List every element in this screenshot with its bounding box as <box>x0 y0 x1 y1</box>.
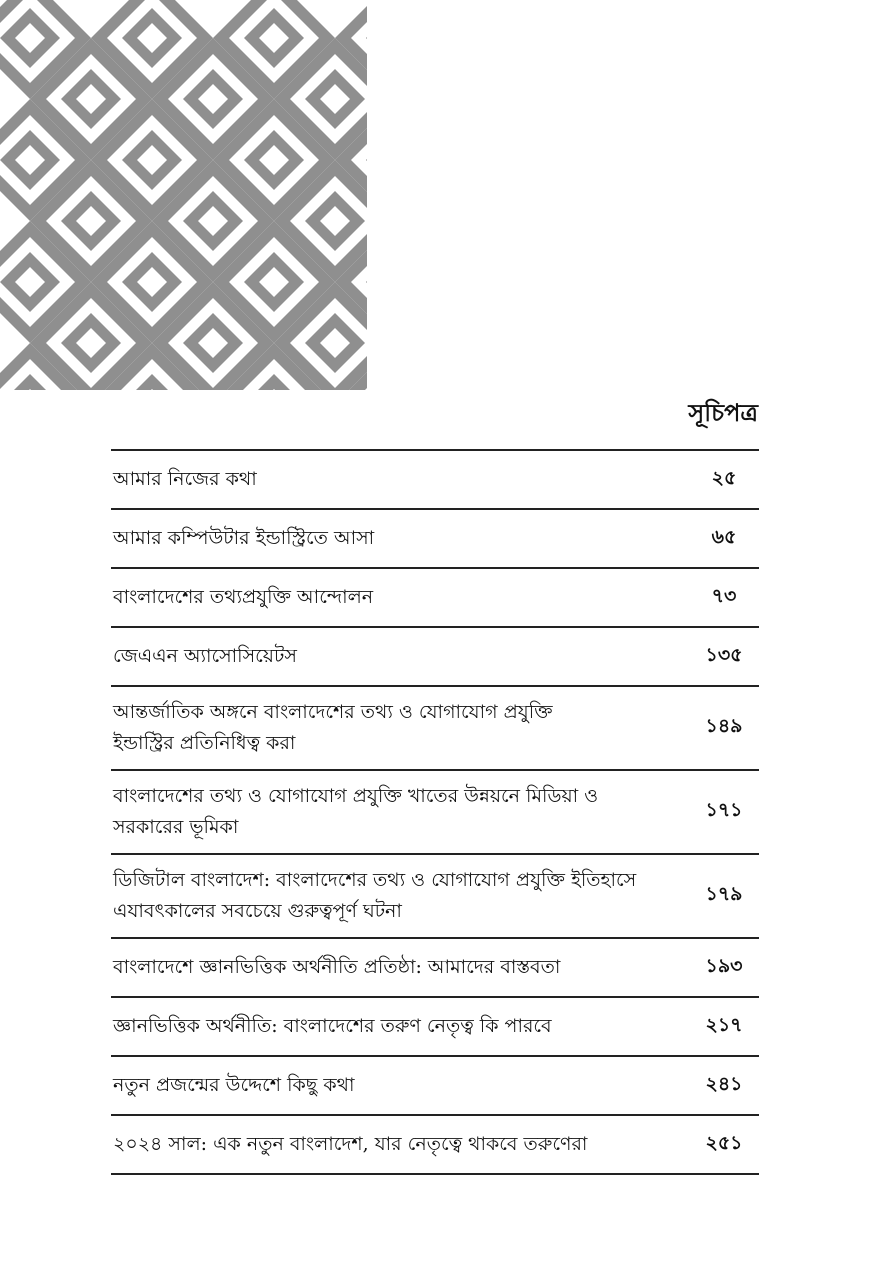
toc-entry[interactable] <box>111 855 759 939</box>
toc-entry-page: ৭৩ <box>711 584 737 607</box>
toc-entry-page: ১৩৫ <box>705 643 743 666</box>
toc-entry-page: ১৭১ <box>705 799 743 821</box>
toc-entry-title: জ্ঞানভিত্তিক অর্থনীতি: বাংলাদেশের তরুণ নেতৃত্ব কি পারবে <box>113 1015 552 1037</box>
toc-entry[interactable] <box>111 510 759 569</box>
toc-entry-page: ১৪৯ <box>705 715 743 737</box>
toc-entry[interactable] <box>111 628 759 687</box>
toc-entry-page: ২১৭ <box>705 1013 743 1036</box>
toc-entry-page: ১৭৯ <box>705 883 743 905</box>
toc-entry-title: বাংলাদেশের তথ্য ও যোগাযোগ প্রযুক্তি খাতের উন্নয়নে মিডিয়া ও সরকারের ভূমিকা <box>113 785 599 838</box>
toc-entry-title: ডিজিটাল বাংলাদেশ: বাংলাদেশের তথ্য ও যোগাযোগ প্রযুক্তি ইতিহাসে এযাবৎকালের সবচেয়ে গুরুত্বপূর্ণ ঘটনা <box>113 869 637 922</box>
toc-entry-title: জেএএন অ্যাসোসিয়েটস <box>113 645 297 667</box>
toc-entry-page: ৬৫ <box>711 525 737 548</box>
toc-entry[interactable] <box>111 939 759 998</box>
toc-entry[interactable] <box>111 998 759 1057</box>
toc-entry-title: বাংলাদেশে জ্ঞানভিত্তিক অর্থনীতি প্রতিষ্ঠা: আমাদের বাস্তবতা <box>113 956 561 978</box>
toc-entry-title: আন্তর্জাতিক অঙ্গনে বাংলাদেশের তথ্য ও যোগাযোগ প্রযুক্তি ইন্ডাস্ট্রির প্রতিনিধিত্ব করা <box>113 701 553 754</box>
toc-entry[interactable] <box>111 569 759 628</box>
toc-entry-title: আমার কম্পিউটার ইন্ডাস্ট্রিতে আসা <box>113 527 375 549</box>
toc-entry[interactable] <box>111 1116 759 1175</box>
toc-entry[interactable] <box>111 771 759 855</box>
toc-entry[interactable] <box>111 687 759 771</box>
toc-entry-page: ১৯৩ <box>705 954 743 977</box>
toc-heading: সূচিপত্র <box>688 398 758 427</box>
toc-entry-title: নতুন প্রজন্মের উদ্দেশে কিছু কথা <box>113 1074 355 1096</box>
toc-entry[interactable] <box>111 1057 759 1116</box>
toc-entry-page: ২৫১ <box>705 1131 743 1154</box>
toc-entry-page: ২৫ <box>711 466 737 489</box>
toc-entry[interactable] <box>111 451 759 510</box>
toc-entry-page: ২৪১ <box>705 1072 743 1095</box>
nested-diamond-pattern-icon <box>0 0 367 390</box>
toc-entry-title: ২০২৪ সাল: এক নতুন বাংলাদেশ, যার নেতৃত্বে থাকবে তরুণেরা <box>113 1133 588 1155</box>
toc-list <box>111 449 759 1175</box>
toc-entry-title: বাংলাদেশের তথ্যপ্রযুক্তি আন্দোলন <box>113 586 374 608</box>
toc-entry-title: আমার নিজের কথা <box>113 468 257 490</box>
